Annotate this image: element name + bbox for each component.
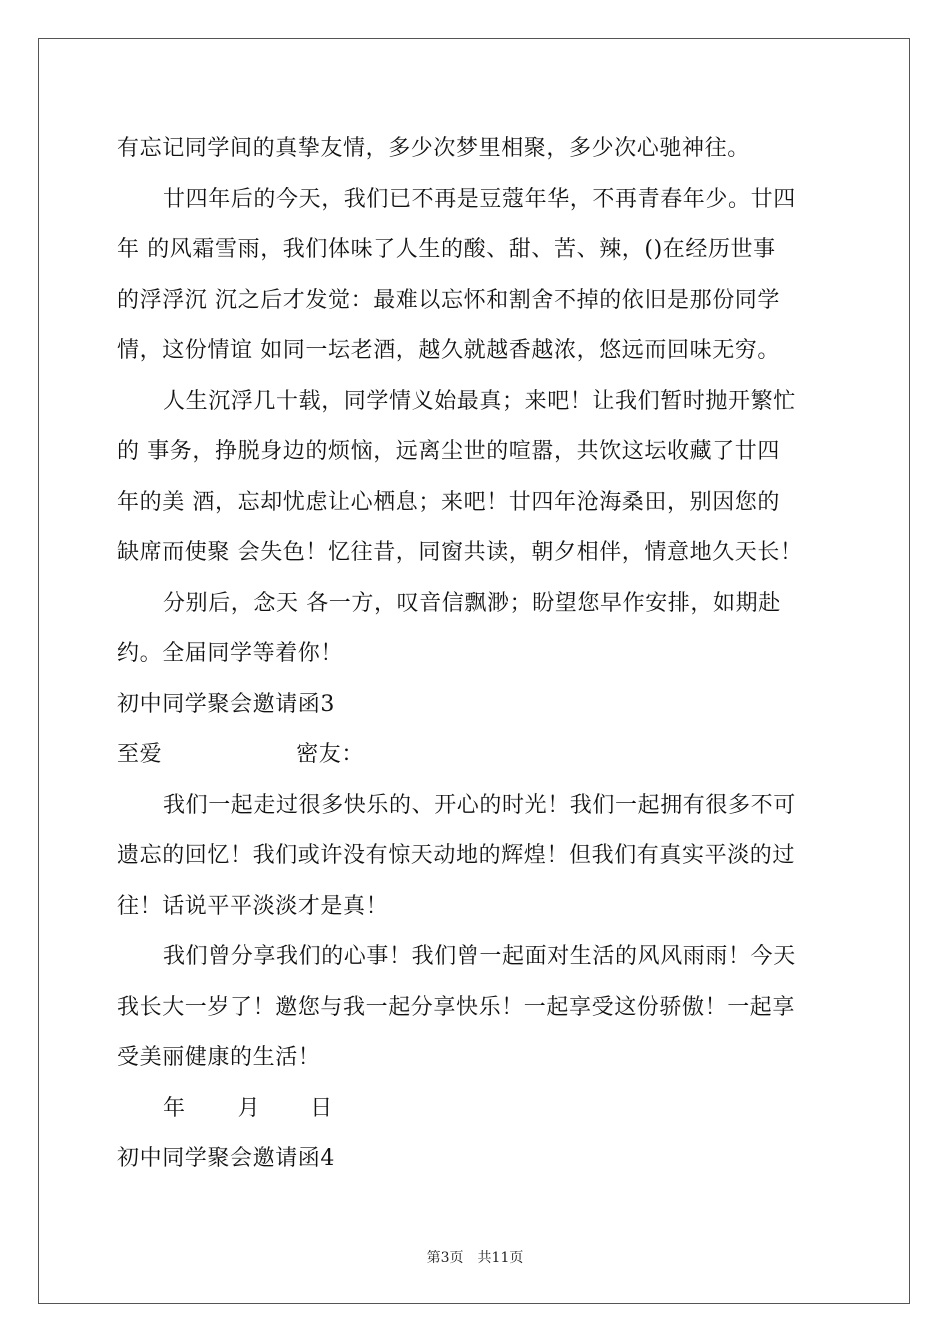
text-line: 有忘记同学间的真挚友情，多少次梦里相聚，多少次心驰神往。 (117, 136, 750, 161)
page-number: 第3页 (426, 1250, 464, 1266)
date-day: 日 (310, 1095, 333, 1121)
section-heading: 初中同学聚会邀请函3 (117, 691, 335, 717)
text-line: 我们一起走过很多快乐的、开心的时光！我们一起拥有很多不可 (163, 792, 796, 818)
text-line: 遗忘的回忆！我们或许没有惊天动地的辉煌！但我们有真实平淡的过 (117, 843, 796, 868)
text-line: 我们曾分享我们的心事！我们曾一起面对生活的风风雨雨！今天 (163, 944, 796, 969)
page-footer (0, 1247, 950, 1267)
total-pages: 共11页 (477, 1250, 524, 1266)
text-line: 人生沉浮几十载，同学情义始最真；来吧！让我们暂时抛开繁忙 (163, 388, 796, 414)
date-line (117, 1084, 833, 1135)
text-line: 分别后，念天 各一方，叹音信飘渺；盼望您早作安排，如期赴 (163, 590, 781, 616)
text-line: 往！话说平平淡淡才是真！ (117, 893, 389, 919)
date-year: 年 (163, 1095, 186, 1121)
salutation (117, 730, 833, 781)
text-line: 我长大一岁了！邀您与我一起分享快乐！一起享受这份骄傲！一起享 (117, 994, 796, 1020)
text-line: 廿四年后的今天，我们已不再是豆蔻年华，不再青春年少。廿四 (163, 186, 796, 212)
document-body (117, 124, 833, 1185)
text-line: 缺席而使聚 会失色！忆往昔，同窗共读，朝夕相伴，情意地久天长！ (117, 540, 803, 565)
section-heading: 初中同学聚会邀请函4 (117, 1146, 335, 1171)
text-line: 受美丽健康的生活！ (117, 1045, 321, 1070)
text-line: 年的美 酒，忘却忧虑让心栖息；来吧！廿四年沧海桑田，别因您的 (117, 489, 780, 515)
text-line: 的 事务，挣脱身边的烦恼，远离尘世的喧嚣，共饮这坛收藏了廿四 (117, 439, 780, 464)
text-line: 约。全届同学等着你！ (117, 641, 344, 666)
salutation-start: 至爱 (117, 742, 163, 767)
salutation-end: 密友： (296, 742, 365, 767)
text-line: 年 的风霜雪雨，我们体味了人生的酸、甜、苦、辣，()在经历世事 (117, 237, 776, 262)
date-month: 月 (237, 1095, 261, 1121)
text-line: 的浮浮沉 沉之后才发觉：最难以忘怀和割舍不掉的依旧是那份同学 (117, 287, 780, 313)
text-line: 情，这份情谊 如同一坛老酒，越久就越香越浓，悠远而回味无穷。 (117, 338, 780, 363)
